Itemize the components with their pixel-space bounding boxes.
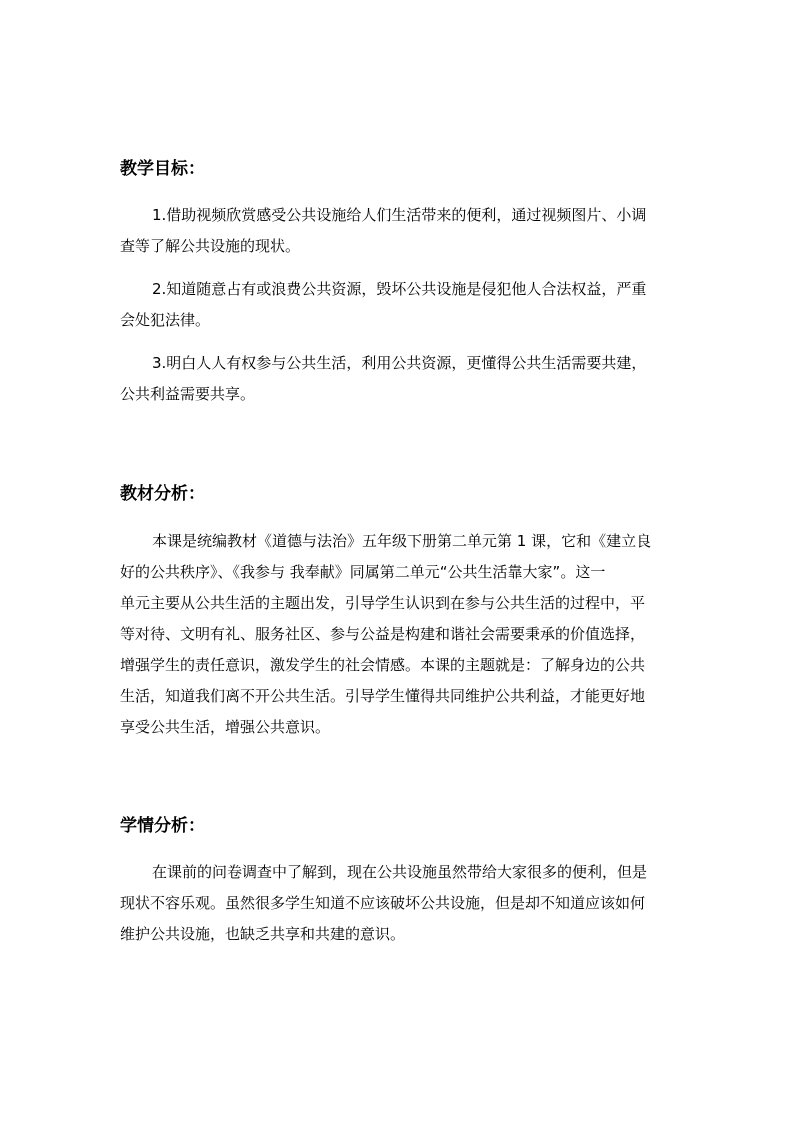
goal-2-line-2: 会处犯法律。 (120, 311, 211, 329)
textbook-analysis-line-2: 好的公共秩序》、《我参与 我奉献》同属第二单元“公共生活靠大家”。这一 (120, 563, 606, 581)
section-heading-teaching-goals: 教学目标： (120, 159, 205, 179)
student-analysis-line-1: 在课前的问卷调查中了解到，现在公共设施虽然带给大家很多的便利，但是 (152, 863, 648, 881)
textbook-analysis-line-1: 本课是统编教材《道德与法治》五年级下册第二单元第 1 课，它和《建立良 (152, 532, 652, 550)
student-analysis-line-3: 维护公共设施，也缺乏共享和共建的意识。 (120, 925, 406, 943)
goal-3-line-2: 公共利益需要共享。 (120, 385, 256, 403)
textbook-analysis-line-5: 增强学生的责任意识，激发学生的社会情感。本课的主题就是：了解身边的公共 (120, 656, 646, 674)
textbook-analysis-line-6: 生活，知道我们离不开公共生活。引导学生懂得共同维护公共利益，才能更好地 (120, 687, 646, 705)
goal-1-line-2: 查等了解公共设施的现状。 (120, 237, 301, 255)
section-heading-textbook-analysis: 教材分析： (120, 484, 205, 504)
goal-3-line-1: 3.明白人人有权参与公共生活，利用公共资源，更懂得公共生活需要共建， (152, 354, 647, 372)
textbook-analysis-line-7: 享受公共生活，增强公共意识。 (120, 718, 331, 736)
textbook-analysis-line-3: 单元主要从公共生活的主题出发，引导学生认识到在参与公共生活的过程中，平 (120, 594, 646, 612)
section-heading-student-analysis: 学情分析： (120, 816, 205, 836)
student-analysis-line-2: 现状不容乐观。虽然很多学生知道不应该破坏公共设施，但是却不知道应该如何 (120, 894, 646, 912)
textbook-analysis-line-4: 等对待、文明有礼、服务社区、参与公益是构建和谐社会需要秉承的价值选择， (120, 625, 646, 643)
goal-1-line-1: 1.借助视频欣赏感受公共设施给人们生活带来的便利，通过视频图片、小调 (152, 206, 647, 224)
goal-2-line-1: 2.知道随意占有或浪费公共资源，毁坏公共设施是侵犯他人合法权益，严重 (152, 280, 647, 298)
